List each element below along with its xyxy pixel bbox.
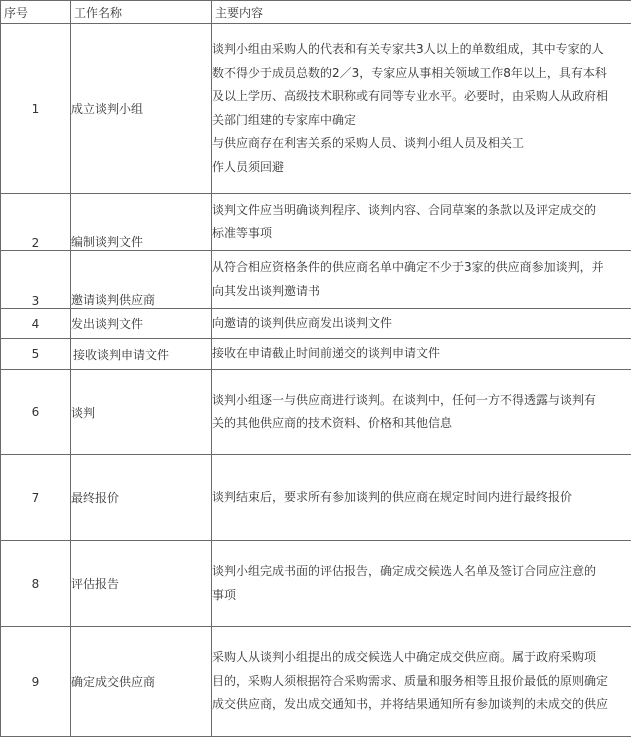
row-content: [212, 370, 631, 455]
content-line: 作人员须回避: [212, 156, 631, 180]
table-row: [1, 339, 631, 370]
table-row: [1, 194, 631, 251]
content-line: 谈判小组逐一与供应商进行谈判。在谈判中，任何一方不得透露与谈判有: [212, 389, 631, 413]
row-name: 谈判: [71, 370, 212, 455]
table-row: [1, 24, 631, 194]
row-name: 确定成交供应商: [71, 627, 212, 737]
table-row: [1, 251, 631, 309]
row-name: 成立谈判小组: [71, 24, 212, 194]
content-line: 向邀请的谈判供应商发出谈判文件: [212, 312, 631, 336]
row-no: 7: [1, 455, 71, 541]
table-row: [1, 627, 631, 737]
row-name: 接收谈判申请文件: [71, 339, 212, 370]
content-line: 与供应商存在利害关系的采购人员、谈判小组人员及相关工: [212, 132, 631, 156]
content-line: 数不得少于成员总数的2／3，专家应从事相关领域工作8年以上，具有本科: [212, 62, 631, 86]
row-name: 发出谈判文件: [71, 309, 212, 339]
content-line: 标准等事项: [212, 222, 631, 246]
row-content: [212, 194, 631, 251]
row-no: 8: [1, 541, 71, 627]
row-no: 2: [1, 194, 71, 251]
row-name: 编制谈判文件: [71, 194, 212, 251]
table-row: [1, 309, 631, 339]
content-line: 目的，采购人须根据符合采购需求、质量和服务相等且报价最低的原则确定: [212, 670, 631, 694]
row-no: 4: [1, 309, 71, 339]
row-name: 最终报价: [71, 455, 212, 541]
content-line: 成交供应商，发出成交通知书，并将结果通知所有参加谈判的未成交的供应: [212, 693, 631, 717]
content-line: 事项: [212, 584, 631, 608]
header-name: 工作名称: [71, 1, 212, 24]
table-row: [1, 455, 631, 541]
row-no: 9: [1, 627, 71, 737]
row-content: [212, 309, 631, 339]
row-content: [212, 339, 631, 370]
content-line: 向其发出谈判邀请书: [212, 280, 631, 304]
row-name: 评估报告: [71, 541, 212, 627]
content-line: 从符合相应资格条件的供应商名单中确定不少于3家的供应商参加谈判，并: [212, 256, 631, 280]
content-line: 接收在申请截止时间前递交的谈判申请文件: [212, 342, 631, 366]
content-line: 采购人从谈判小组提出的成交候选人中确定成交供应商。属于政府采购项: [212, 646, 631, 670]
content-line: 谈判结束后，要求所有参加谈判的供应商在规定时间内进行最终报价: [212, 486, 631, 510]
content-line: 谈判小组完成书面的评估报告，确定成交候选人名单及签订合同应注意的: [212, 560, 631, 584]
row-content: [212, 541, 631, 627]
header-no: 序号: [1, 1, 71, 24]
row-content: [212, 455, 631, 541]
table-row: [1, 370, 631, 455]
content-line: 关的其他供应商的技术资料、价格和其他信息: [212, 412, 631, 436]
row-content: [212, 24, 631, 194]
content-line: 关部门组建的专家库中确定: [212, 109, 631, 133]
header-content: 主要内容: [212, 1, 631, 24]
row-content: [212, 251, 631, 309]
row-content: [212, 627, 631, 737]
table-row: [1, 541, 631, 627]
content-line: 谈判文件应当明确谈判程序、谈判内容、合同草案的条款以及评定成交的: [212, 199, 631, 223]
row-no: 5: [1, 339, 71, 370]
content-line: 谈判小组由采购人的代表和有关专家共3人以上的单数组成，其中专家的人: [212, 38, 631, 62]
row-no: 1: [1, 24, 71, 194]
row-name: 邀请谈判供应商: [71, 251, 212, 309]
row-no: 6: [1, 370, 71, 455]
table-header-row: [1, 1, 631, 24]
content-line: 及以上学历、高级技术职称或有同等专业水平。必要时，由采购人从政府相: [212, 85, 631, 109]
row-no: 3: [1, 251, 71, 309]
